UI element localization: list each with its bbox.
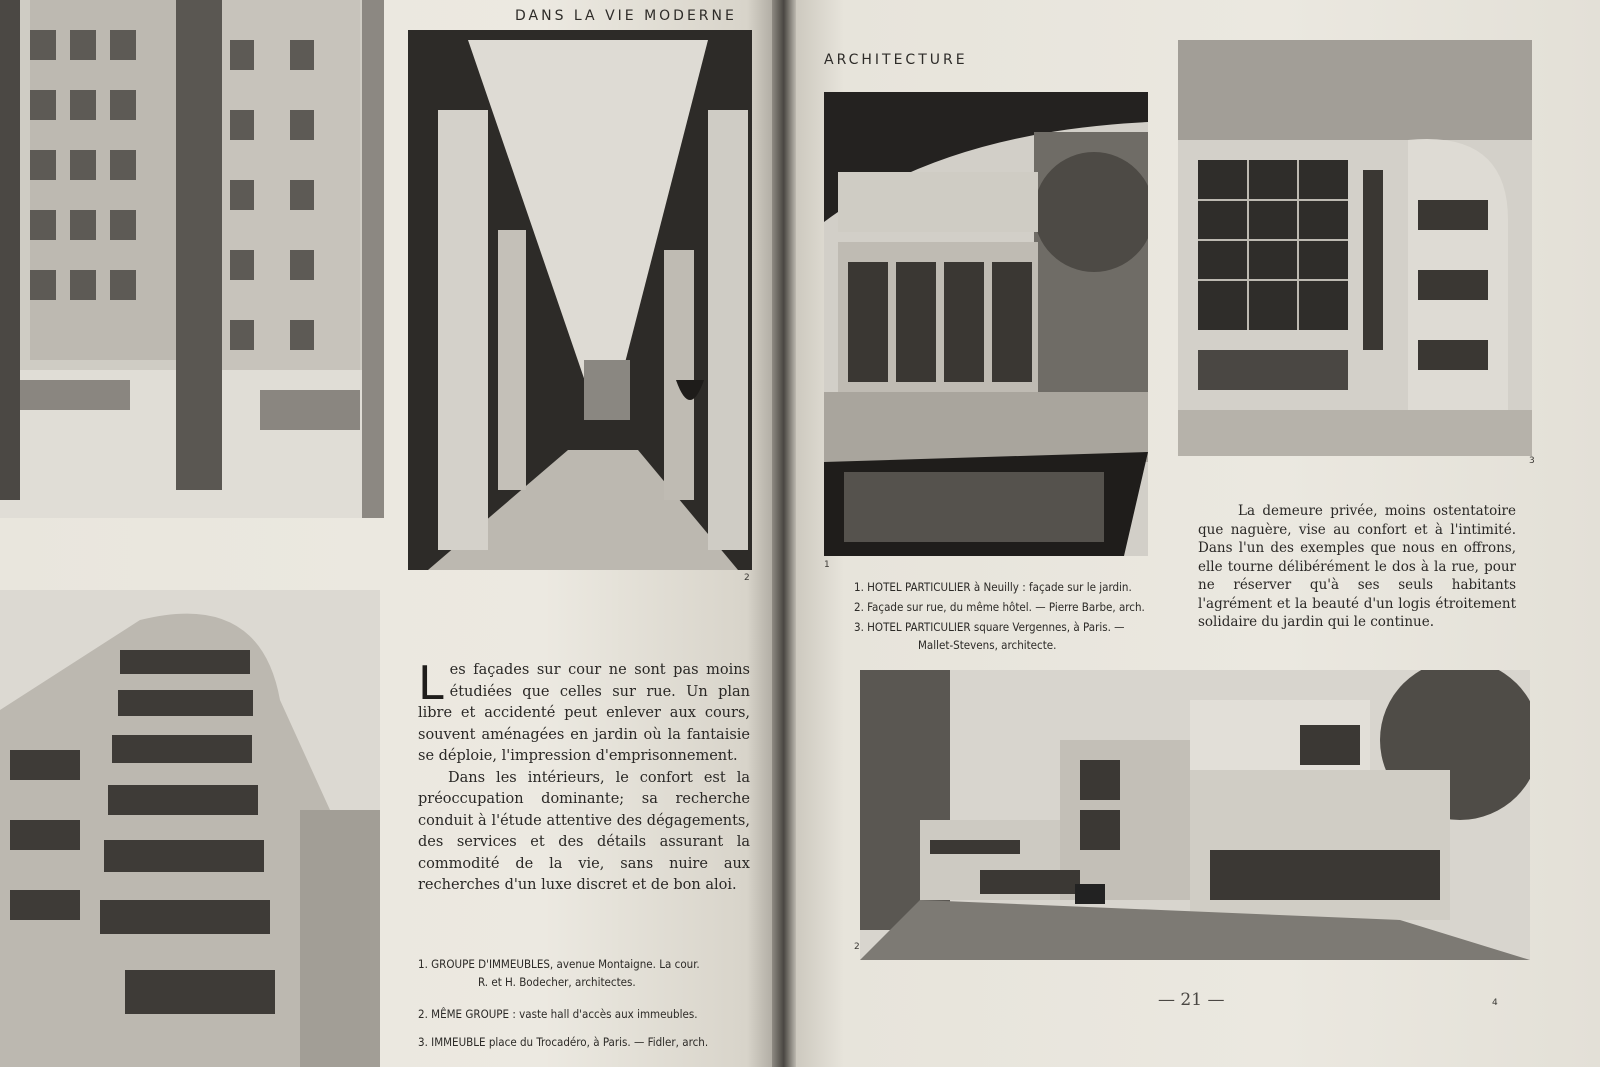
left-paragraph-1-text: es façades sur cour ne sont pas moins étudiées que celles sur rue. Un plan libre et accidenté peut enlever aux cours, souvent aménagées en jardin où la fantaisie se déploie, l'impression d'emprisonnement. [418, 662, 750, 764]
corner-number: 4 [1492, 998, 1498, 1008]
photo-courtyard [0, 0, 384, 518]
right-captions [854, 578, 1174, 654]
photo-vergennes [1178, 40, 1532, 456]
left-running-head: DANS LA VIE MODERNE [515, 8, 737, 24]
photo-number-2-right: 2 [854, 942, 860, 952]
caption-facade-rue: 2. Façade sur rue, du même hôtel. — Pierre Barbe, arch. [854, 600, 1145, 614]
caption-mallet-stevens: Mallet-Stevens, architecte. [918, 638, 1057, 652]
caption-architectes: R. et H. Bodecher, architectes. [478, 975, 636, 989]
left-body-text [418, 656, 750, 897]
right-body-text: La demeure privée, moins ostentatoire que naguère, vise au confort et à l'intimité. Dans l'un des exemples que nous en offrons, elle tourne délibérément le dos à la rue, pour ne réserver qu'à ses seuls habitants l'agrément et la beauté d'un logis étroitement solidaire du jardin qui le continue. [1198, 503, 1516, 630]
photo-number-1: 1 [824, 560, 830, 570]
photo-number-3: 3 [1529, 456, 1535, 466]
left-captions [418, 955, 758, 1051]
photo-building [0, 590, 380, 1067]
caption-hotel-vergennes: 3. HOTEL PARTICULIER square Vergennes, à Paris. — [854, 620, 1125, 634]
dropcap: L [418, 656, 444, 710]
photo-number-2: 2 [744, 573, 750, 583]
caption-groupe-immeubles: 1. GROUPE D'IMMEUBLES, avenue Montaigne. La cour. [418, 957, 700, 971]
right-running-head: ARCHITECTURE [824, 52, 968, 68]
left-paragraph-2: Dans les intérieurs, le confort est la préoccupation dominante; sa recherche conduit à l'étude attentive des dégagements, des services et des détails assurant la commodité de la vie, sans nuire aux recherches d'un luxe discret et de bon aloi. [418, 769, 750, 893]
photo-facade-rue [860, 670, 1530, 960]
photo-hall [408, 30, 752, 570]
left-page [0, 0, 778, 1067]
left-paragraph-1 [418, 656, 750, 768]
right-page [796, 0, 1600, 1067]
caption-hotel-neuilly: 1. HOTEL PARTICULIER à Neuilly : façade sur le jardin. [854, 580, 1132, 594]
book-gutter [772, 0, 798, 1067]
caption-meme-groupe: 2. MÊME GROUPE : vaste hall d'accès aux immeubles. [418, 1007, 698, 1021]
photo-neuilly-jardin [824, 92, 1148, 556]
page-folio: — 21 — [1158, 990, 1225, 1010]
caption-immeuble-trocadero: 3. IMMEUBLE place du Trocadéro, à Paris. — Fidler, arch. [418, 1035, 709, 1049]
